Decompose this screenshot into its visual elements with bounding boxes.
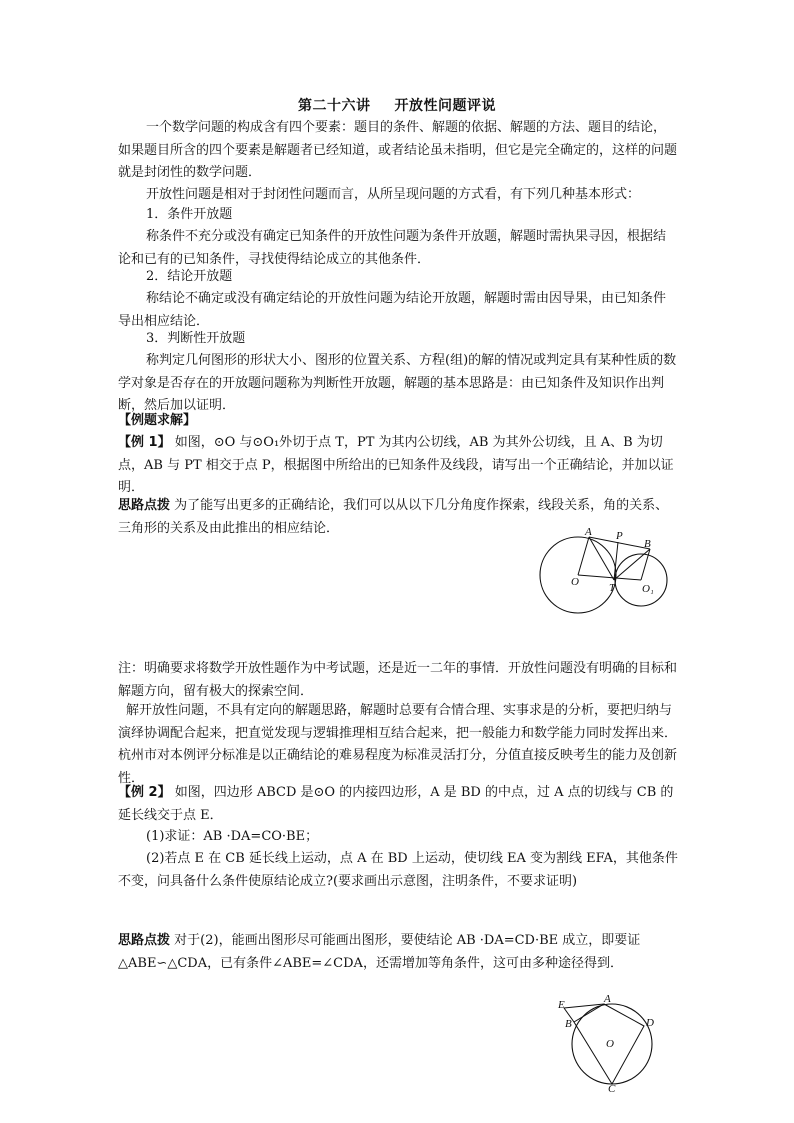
label-e: E bbox=[558, 999, 565, 1011]
segment-at bbox=[589, 537, 614, 580]
segment-bt bbox=[614, 549, 650, 580]
type-3-heading: 3．判断性开放题 bbox=[146, 331, 246, 346]
example-1-hint-text: 为了能写出更多的正确结论，我们可以从以下几分角度作探索，线段关系，角的关系、三角形的关系及由此推出的相应结论． bbox=[118, 498, 669, 536]
example-1-statement bbox=[118, 432, 678, 500]
label-d: D bbox=[646, 1017, 654, 1029]
tangent-circles-figure bbox=[538, 525, 678, 615]
examples-heading: 【例题求解】 bbox=[118, 413, 197, 428]
intro-paragraph-2: 开放性问题是相对于封闭性问题而言，从所呈现问题的方式看，有下列几种基本形式： bbox=[146, 187, 641, 202]
example-2-hint-label: 思路点拨 bbox=[118, 933, 171, 948]
label-a: A bbox=[604, 993, 611, 1005]
intro-paragraph-1: 一个数学问题的构成含有四个要素：题目的条件、解题的依据、解题的方法、题目的结论，如果题目所含的四个要素是解题者已经知道，或者结论虽未指明，但它是完全确定的，这样的问题就是封闭性的数学问题． bbox=[118, 120, 678, 180]
example-1-note: 注：明确要求将数学开放性题作为中考试题，还是近一二年的事情．开放性问题没有明确的目标和解题方向，留有极大的探索空间． bbox=[118, 661, 678, 699]
label-c: C bbox=[608, 1083, 616, 1092]
example-2-hint-text: 对于(2)，能画出图形尽可能画出图形，要使结论 AB ·DA=CD·BE 成立，即要证△ABE∽△CDA，已有条件∠ABE=∠CDA，还需增加等角条件，这可由多种途径得到． bbox=[118, 933, 641, 971]
segment-oa bbox=[578, 537, 589, 575]
lecture-topic: 开放性问题评说 bbox=[394, 98, 496, 114]
label-a: A bbox=[585, 526, 592, 538]
label-o: O bbox=[606, 1038, 614, 1050]
lecture-title bbox=[0, 95, 794, 115]
example-2-question-2: (2)若点 E 在 CB 延长线上运动，点 A 在 BD 上运动，使切线 EA 变为割线 EFA，其他条件不变，问具备什么条件使原结论成立?(要求画出示意图，注明条件，不要求证明) bbox=[118, 851, 678, 889]
lecture-number: 第二十六讲 bbox=[298, 98, 371, 114]
inscribed-quadrilateral-figure bbox=[552, 992, 662, 1092]
label-o1: O₁ bbox=[642, 583, 654, 595]
example-2-statement bbox=[118, 782, 678, 827]
example-1-note-2: 解开放性问题，不具有定向的解题思路，解题时总要有合情合理、实事求是的分析，要把归纳与演绎协调配合起来，把直觉发现与逻辑推理相互结合起来，把一般能力和数学能力同时发挥出来．杭州市对本例评分标准是以正确结论的难易程度为标准灵活打分，分值直接反映考生的能力及创新性． bbox=[118, 703, 678, 786]
example-2-hint bbox=[118, 930, 678, 975]
label-b: B bbox=[565, 1018, 572, 1030]
label-o: O bbox=[571, 576, 579, 588]
example-1-text: 如图，⊙O 与⊙O₁外切于点 T，PT 为其内公切线，AB 为其外公切线，且 A、B 为切点，AB 与 PT 相交于点 P，根据图中所给出的已知条件及线段，请写出一个正确结论，并加以证明． bbox=[118, 435, 674, 495]
example-2-label: 【例 2】 bbox=[118, 785, 171, 800]
label-p: P bbox=[616, 530, 623, 542]
label-b: B bbox=[644, 538, 651, 550]
example-1-label: 【例 1】 bbox=[118, 435, 171, 450]
center-line bbox=[578, 575, 641, 580]
type-2-body: 称结论不确定或没有确定结论的开放性问题为结论开放题，解题时需由因导果，由已知条件导出相应结论． bbox=[118, 291, 667, 329]
example-1-hint-label: 思路点拨 bbox=[118, 498, 171, 513]
type-1-body: 称条件不充分或没有确定已知条件的开放性问题为条件开放题，解题时需执果寻因，根据结论和已有的已知条件，寻找使得结论成立的其他条件． bbox=[118, 229, 667, 267]
label-t: T bbox=[609, 582, 616, 594]
example-2-question-1: (1)求证：AB ·DA=CO·BE； bbox=[146, 829, 319, 844]
type-2-heading: 2．结论开放题 bbox=[146, 269, 233, 284]
type-3-body: 称判定几何图形的形状大小、图形的位置关系、方程(组)的解的情况或判定具有某种性质的数学对象是否存在的开放题问题称为判断性开放题，解题的基本思路是：由已知条件及知识作出判断，然后加以证明． bbox=[118, 353, 677, 413]
example-2-text: 如图，四边形 ABCD 是⊙O 的内接四边形，A 是 BD 的中点，过 A 点的切线与 CB 的延长线交于点 E． bbox=[118, 785, 674, 823]
type-1-heading: 1．条件开放题 bbox=[146, 207, 233, 222]
